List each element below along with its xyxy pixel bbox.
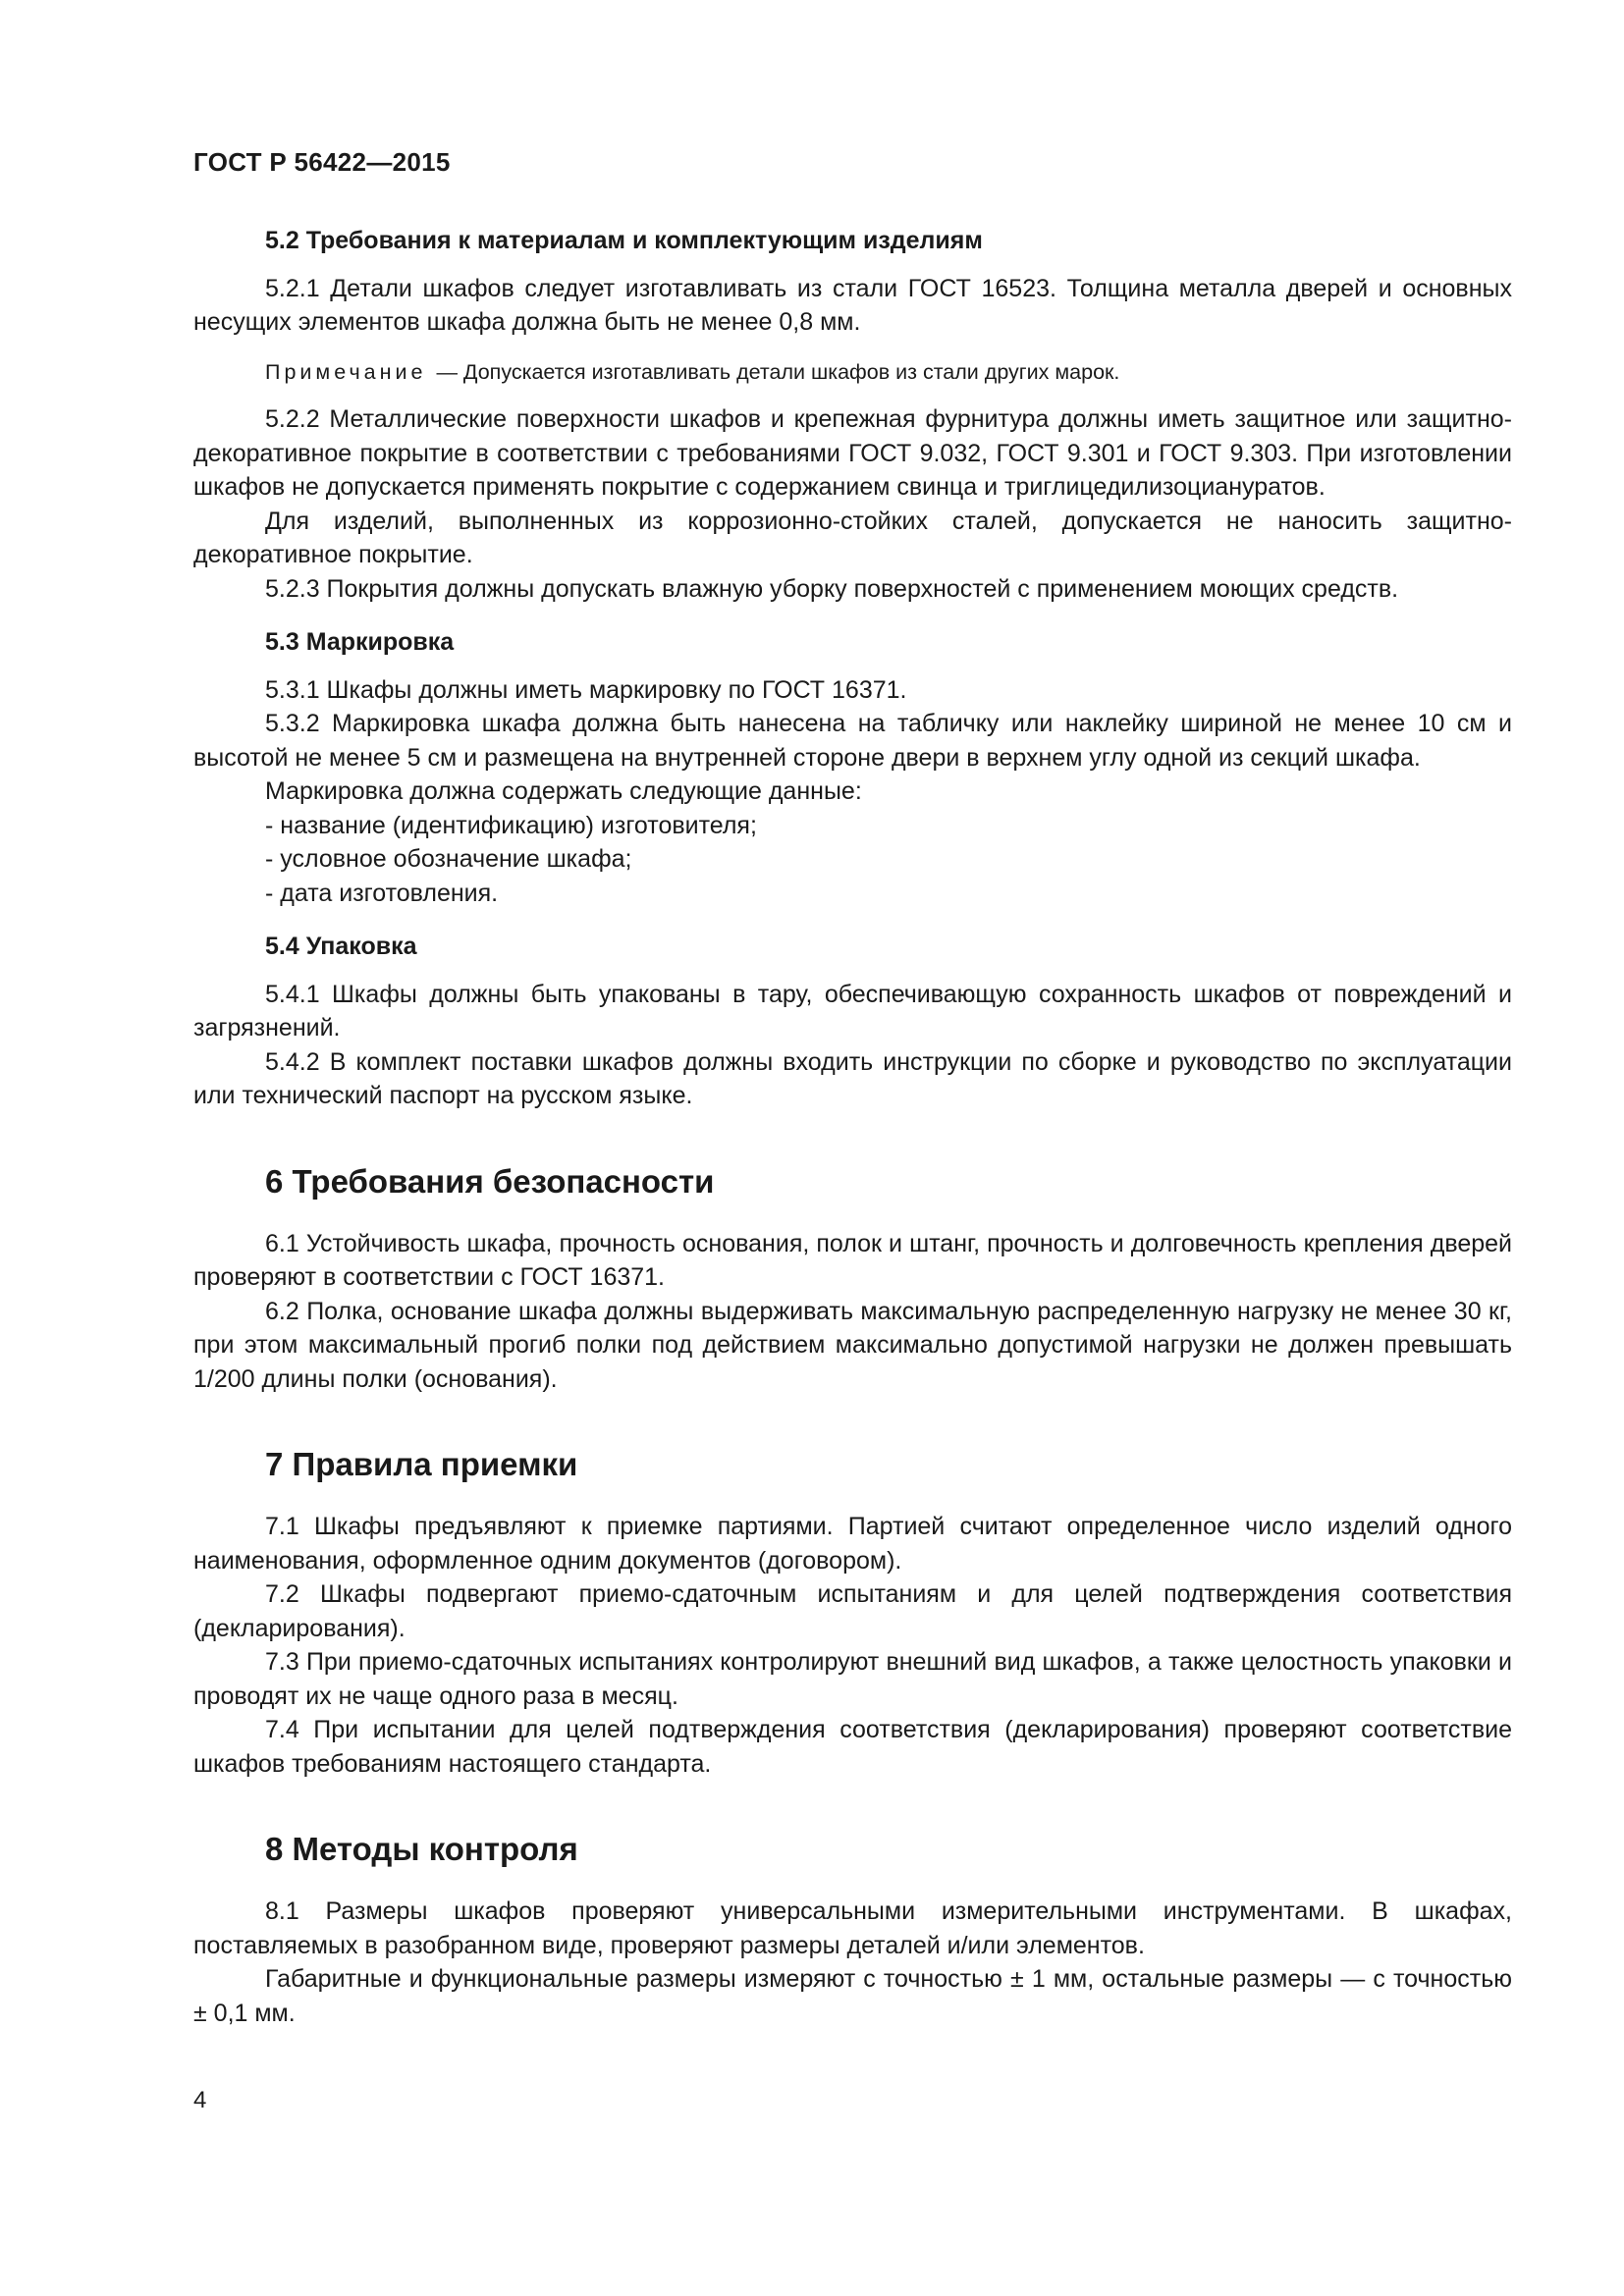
section-8-title: 8 Методы контроля (265, 1831, 578, 1867)
paragraph-5-2-3: 5.2.3 Покрытия должны допускать влажную уборку поверхностей с применением моющих средств. (265, 574, 1399, 603)
paragraph-5-4-1: 5.4.1 Шкафы должны быть упакованы в тару, обеспечивающую сохранность шкафов от повреждений и загрязнений. (193, 980, 1512, 1041)
paragraph-5-3-2: 5.3.2 Маркировка шкафа должна быть нанесена на табличку или наклейку шириной не менее 10 см и высотой не менее 5 см и размещена на внутренней стороне двери в верхнем углу одной из секций шкафа. (193, 710, 1512, 772)
paragraph-5-2-2: 5.2.2 Металлические поверхности шкафов и крепежная фурнитура должны иметь защитное или защитно-декоративное покрытие в соответствии с требованиями ГОСТ 9.032, ГОСТ 9.301 и ГОСТ 9.303. При изготовлении шкафов не допускается применять покрытие с содержанием свинца и триглицедилизоциануратов. (193, 405, 1512, 501)
paragraph-7-4: 7.4 При испытании для целей подтверждения соответствия (декларирования) проверяют соответствие шкафов требованиям настоящего стандарта. (193, 1716, 1512, 1778)
section-5-3-title: 5.3 Маркировка (265, 628, 455, 656)
page-number: 4 (193, 2087, 207, 2113)
section-5-2-title: 5.2 Требования к материалам и комплектующим изделиям (265, 227, 983, 254)
list-item: - условное обозначение шкафа; (265, 845, 632, 873)
note-text: — Допускается изготавливать детали шкафов из стали других марок. (436, 359, 1120, 384)
paragraph-5-2-1: 5.2.1 Детали шкафов следует изготавливать из стали ГОСТ 16523. Толщина металла дверей и основных несущих элементов шкафа должна быть не менее 0,8 мм. (193, 274, 1512, 336)
paragraph-8-1-cont: Габаритные и функциональные размеры измеряют с точностью ± 1 мм, остальные размеры — с точностью ± 0,1 мм. (193, 1965, 1512, 2027)
note-label: Примечание (265, 359, 427, 384)
list-item: - название (идентификацию) изготовителя; (265, 811, 757, 839)
section-6-title: 6 Требования безопасности (265, 1162, 715, 1200)
paragraph-5-4-2: 5.4.2 В комплект поставки шкафов должны входить инструкции по сборке и руководство по эксплуатации или технический паспорт на русском языке. (193, 1047, 1512, 1109)
paragraph-5-3-1: 5.3.1 Шкафы должны иметь маркировку по ГОСТ 16371. (265, 675, 907, 704)
paragraph-5-2-2-cont: Для изделий, выполненных из коррозионно-стойких сталей, допускается не наносить защитно-декоративное покрытие. (193, 507, 1512, 568)
paragraph-6-2: 6.2 Полка, основание шкафа должны выдерживать максимальную распределенную нагрузку не менее 30 кг, при этом максимальный прогиб полки под действием максимально допустимой нагрузки не должен превышать 1/200 длины полки (основания). (193, 1297, 1512, 1393)
paragraph-6-1: 6.1 Устойчивость шкафа, прочность основания, полок и штанг, прочность и долговечность крепления дверей проверяют в соответствии с ГОСТ 16371. (193, 1229, 1512, 1291)
section-5-4-title: 5.4 Упаковка (265, 933, 417, 960)
paragraph-7-1: 7.1 Шкафы предъявляют к приемке партиями. Партией считают определенное число изделий одного наименования, оформленное одним документов (договором). (193, 1513, 1512, 1575)
document-header: ГОСТ Р 56422—2015 (193, 147, 451, 177)
paragraph-7-2: 7.2 Шкафы подвергают приемо-сдаточным испытаниям и для целей подтверждения соответствия (декларирования). (193, 1580, 1512, 1642)
paragraph-7-3: 7.3 При приемо-сдаточных испытаниях контролируют внешний вид шкафов, а также целостность упаковки и проводят их не чаще одного раза в месяц. (193, 1648, 1512, 1710)
paragraph-8-1: 8.1 Размеры шкафов проверяют универсальными измерительными инструментами. В шкафах, поставляемых в разобранном виде, проверяют размеры деталей и/или элементов. (193, 1897, 1512, 1959)
section-7-title: 7 Правила приемки (265, 1446, 578, 1482)
note (193, 355, 1512, 390)
list-item: - дата изготовления. (265, 879, 499, 907)
paragraph-5-3-2-cont: Маркировка должна содержать следующие данные: (265, 777, 862, 805)
document-body (193, 224, 1512, 2030)
